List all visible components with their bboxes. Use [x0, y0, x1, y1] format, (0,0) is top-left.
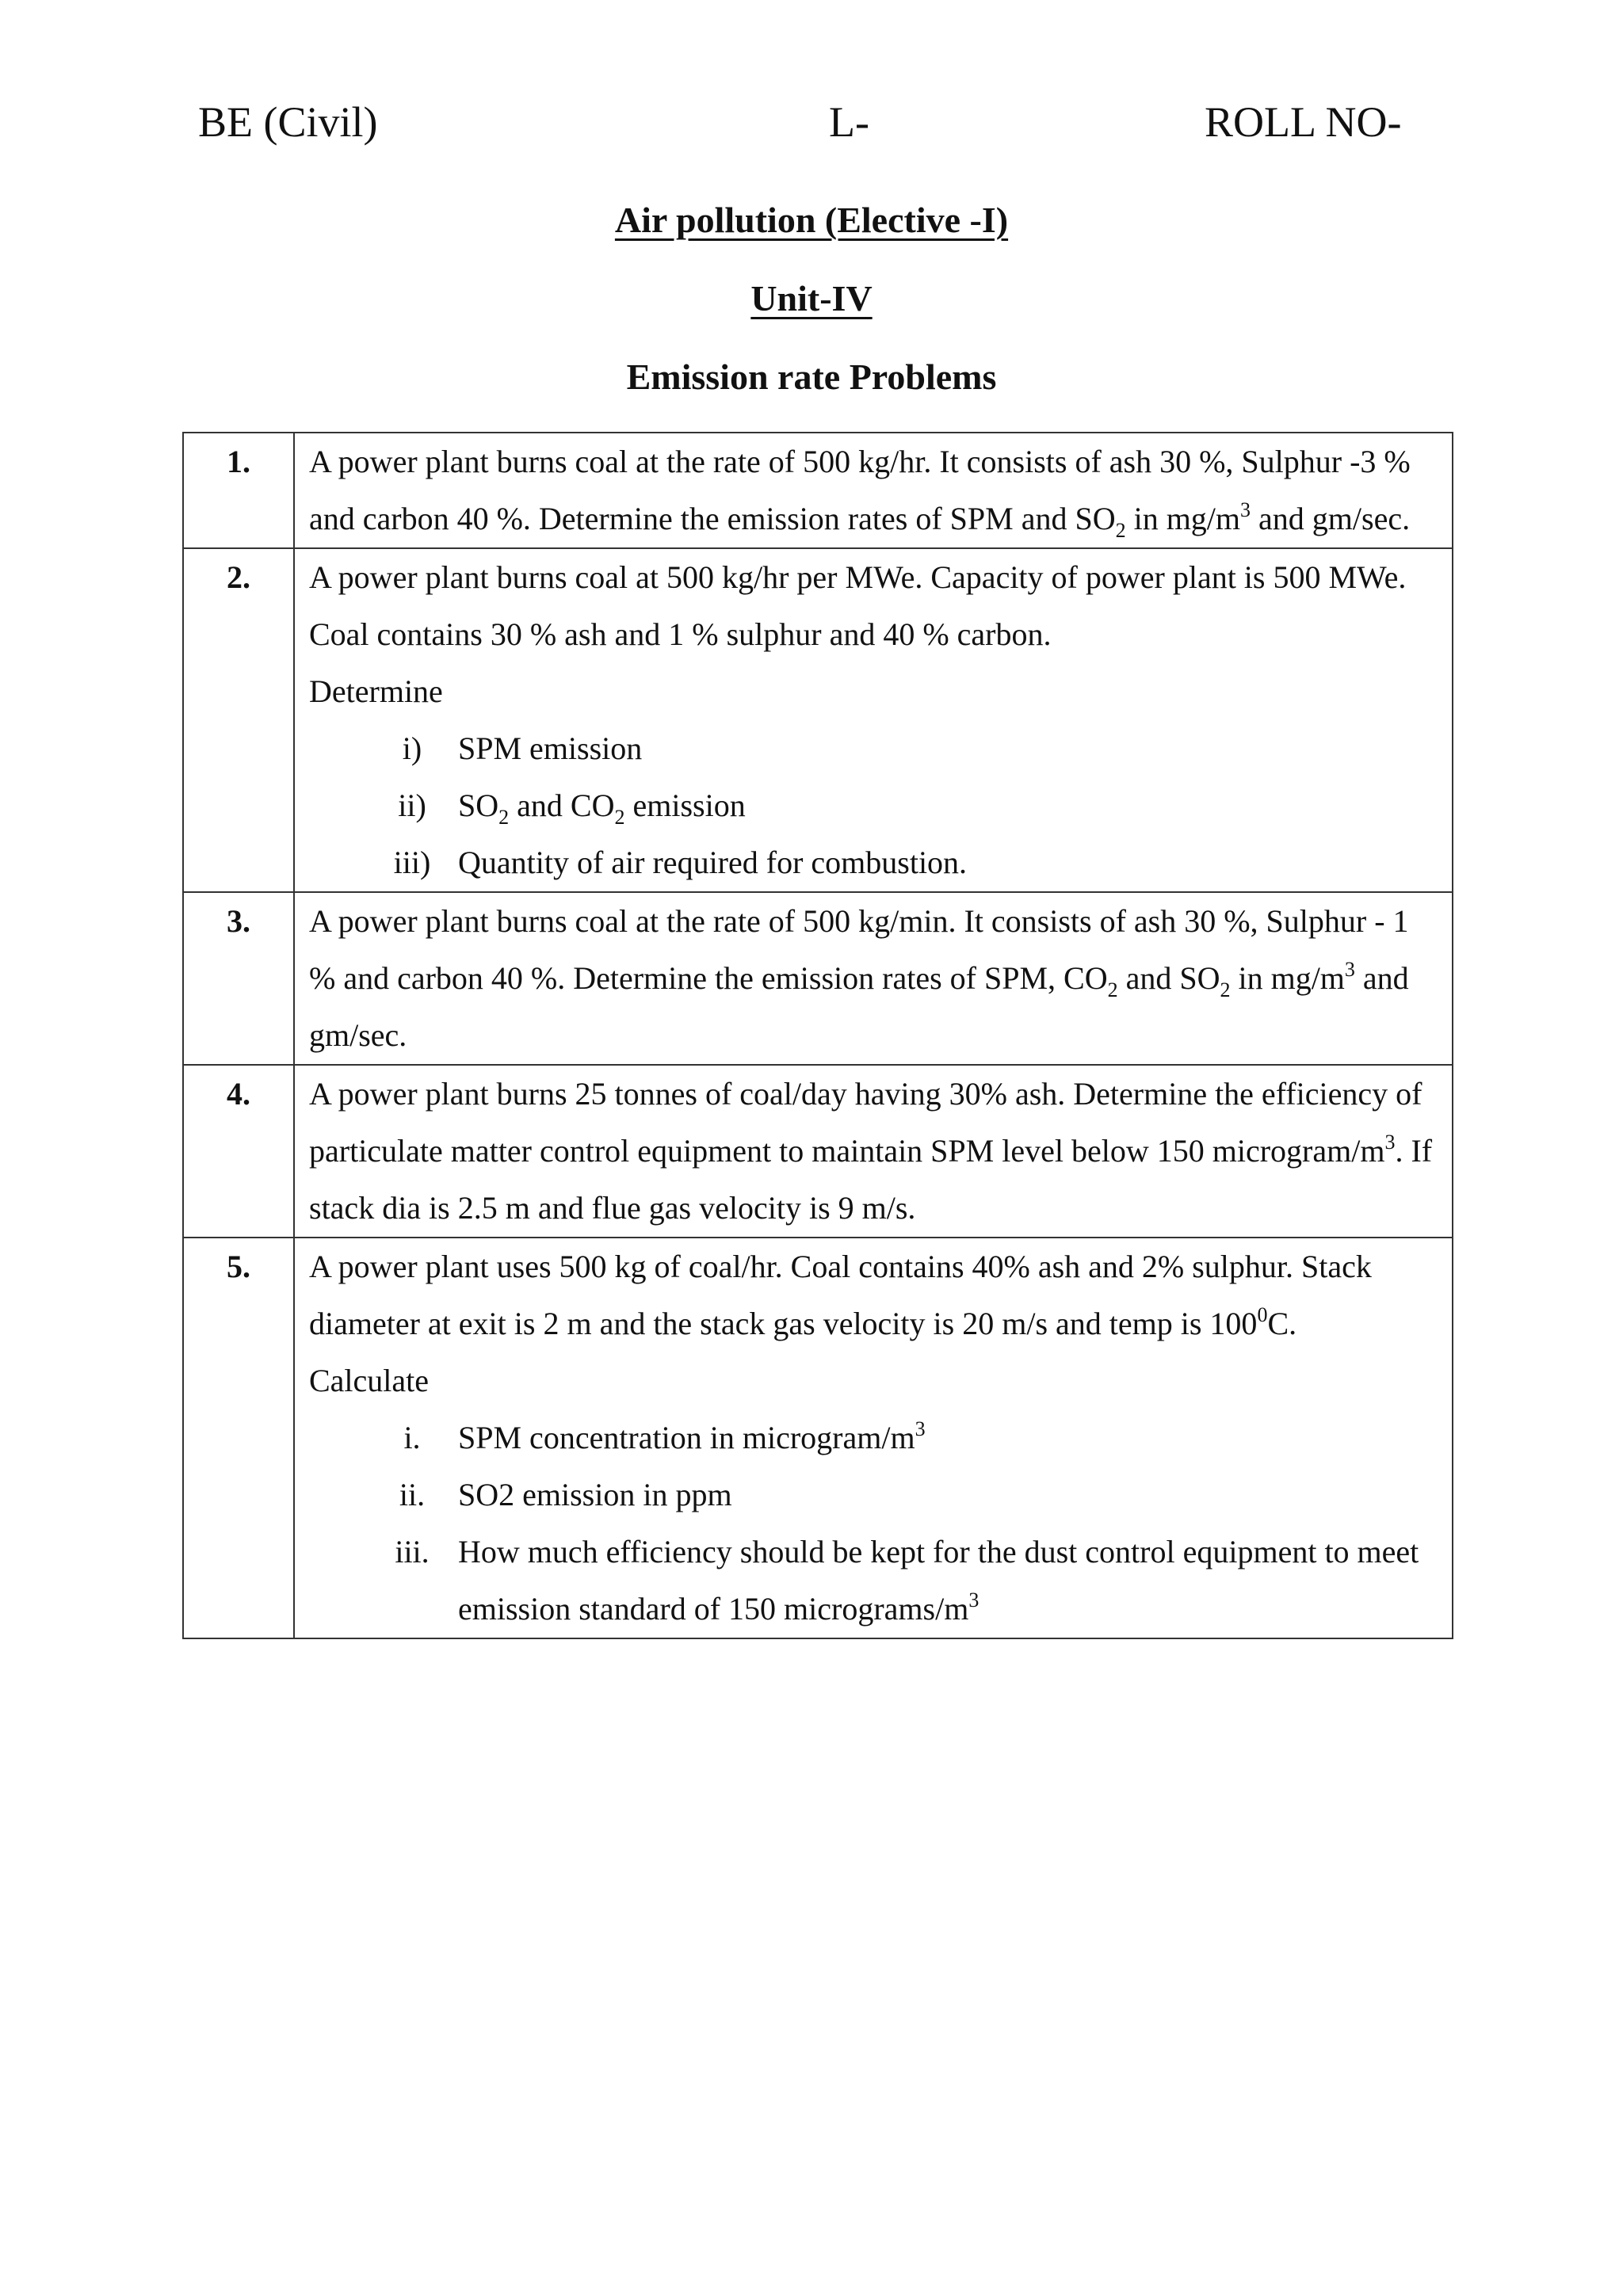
course-label: BE (Civil) [198, 98, 378, 146]
sub-item: i. SPM concentration in microgram/$m^3$ [403, 1417, 926, 1455]
problem-row [183, 892, 1453, 1065]
sub-item: iii) Quantity of air required for combustion. [393, 845, 968, 880]
problem-text: A power plant burns coal at 500 kg/hr per MWe. Capacity of power plant is 500 MWe. Coal contains 30 % ash and 1 % sulphur and 40 % carbon. Determine i) SPM emission ii) $SO_2$ and $CO_2$ emission iii) Quantity of air required for combustion. [294, 548, 1453, 892]
problem-row [183, 548, 1453, 892]
problem-text: A power plant burns coal at the rate of 500 kg/min. It consists of ash 30 %, Sulphur - 1 % and carbon 40 %. Determine the emission rates of SPM, $CO_2$ and $SO_2$ in $mg/m^3$ and gm/sec. [294, 892, 1453, 1065]
lecture-label: L- [829, 98, 869, 146]
problem-number: 5. [183, 1238, 294, 1638]
course-title: Air pollution (Elective -I) [614, 200, 1009, 240]
sub-item: iii. How much efficiency should be kept for the dust control equipment to meet emission standard of 150 micrograms/$m^3$ [395, 1534, 1419, 1627]
section-title: Emission rate Problems [626, 357, 997, 397]
problems-table [182, 432, 1453, 1639]
problem-number: 4. [183, 1065, 294, 1238]
problem-text: A power plant burns coal at the rate of 500 kg/hr. It consists of ash 30 %, Sulphur -3 % and carbon 40 %. Determine the emission rates of SPM and $SO_2$ in $mg/m^3$ and gm/sec. [294, 433, 1453, 548]
sub-item: i) SPM emission [402, 730, 643, 766]
problem-row [183, 1238, 1453, 1638]
problem-text: A power plant uses 500 kg of coal/hr. Coal contains 40% ash and 2% sulphur. Stack diameter at exit is 2 m and the stack gas velocity is 20 m/s and temp is $100^0C$. Calculate i. SPM concentration in microgram/$m^3$ ii. SO2 emission in ppm iii. How much efficiency should be kept for the dust control equipment to meet emission standard of 150 micrograms/$m^3$ [294, 1238, 1453, 1638]
problem-number: 2. [183, 548, 294, 892]
problem-number: 1. [183, 433, 294, 548]
problem-row [183, 1065, 1453, 1238]
sub-item: ii. SO2 emission in ppm [399, 1477, 732, 1512]
problem-row [183, 433, 1453, 548]
roll-number-label: ROLL NO- [1205, 98, 1402, 146]
unit-title: Unit-IV [750, 278, 873, 318]
sub-item: ii) $SO_2$ and $CO_2$ emission [398, 788, 746, 829]
problem-text: A power plant burns 25 tonnes of coal/day having 30% ash. Determine the efficiency of particulate matter control equipment to maintain SPM level below 150 microgram/$m^3$. If stack dia is 2.5 m and flue gas velocity is 9 m/s. [294, 1065, 1453, 1238]
problem-number: 3. [183, 892, 294, 1065]
